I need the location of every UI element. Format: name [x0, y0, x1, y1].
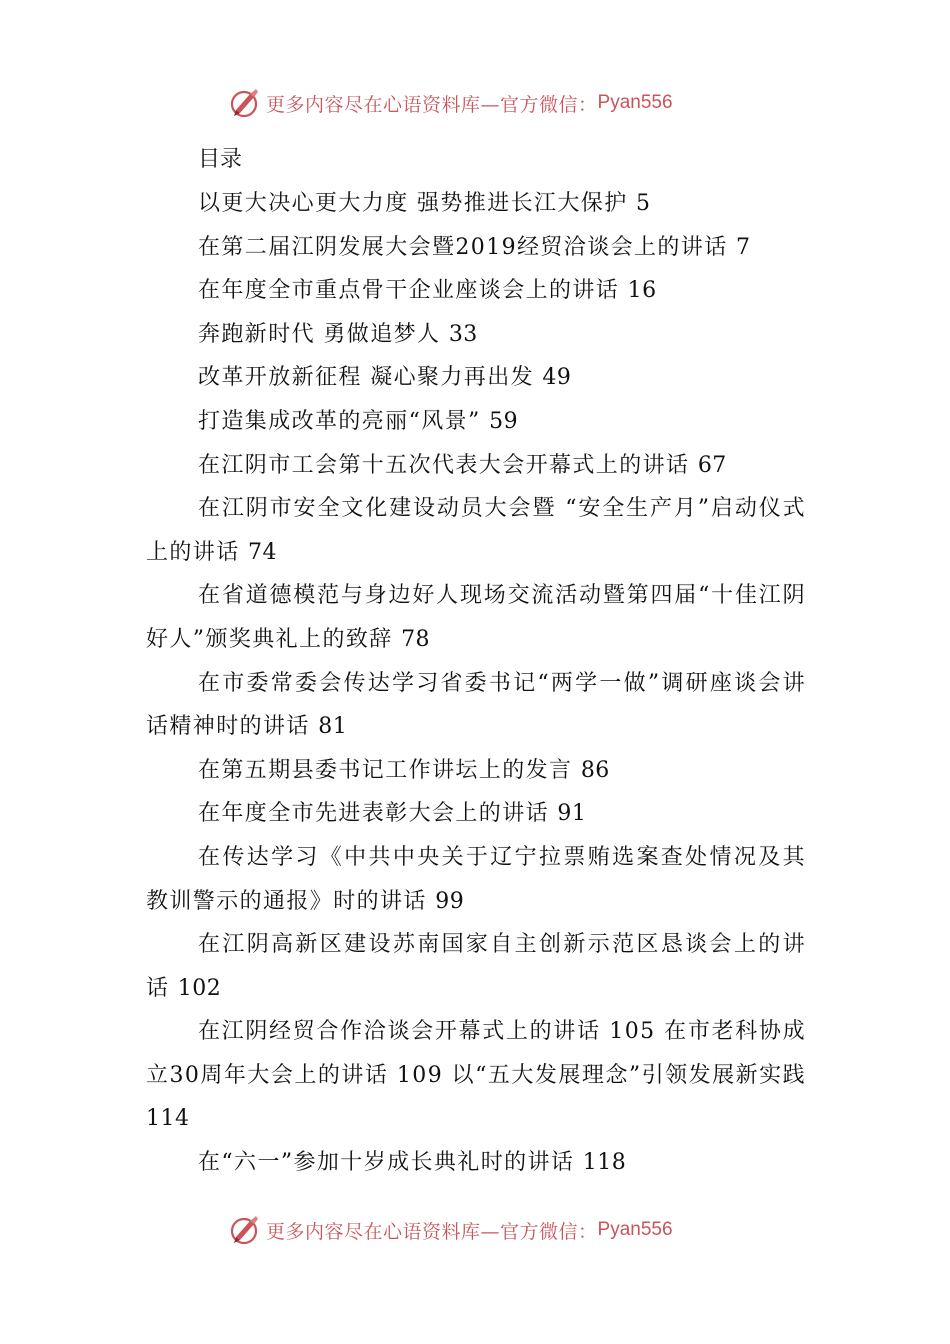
header-brand-account: Pyan556	[597, 92, 673, 113]
toc-entry	[146, 226, 806, 270]
toc-entry-page: 114	[146, 1106, 190, 1132]
pen-logo-icon	[228, 1213, 262, 1247]
toc-entry-title: 在省道德模范与身边好人现场交流活动暨第四届“十佳江阴好人”颁奖典礼上的致辞	[146, 583, 806, 652]
header-brand-text: 更多内容尽在心语资料库—官方微信：	[266, 93, 598, 116]
toc-entry	[146, 356, 806, 400]
toc-entry-page: 118	[582, 1150, 627, 1176]
toc-entry	[146, 1010, 806, 1141]
toc-entry-page: 5	[636, 191, 651, 216]
toc-entry-title: 在传达学习《中共中央关于辽宁拉票贿选案查处情况及其教训警示的通报》时的讲话	[146, 844, 806, 914]
toc-entry-title: 在市委常委会传达学习省委书记“两学一做”调研座谈会讲话精神时的讲话	[146, 670, 806, 740]
footer-brand-account: Pyan556	[597, 1219, 673, 1240]
toc-entry	[146, 487, 806, 574]
header-watermark	[228, 83, 673, 123]
toc-entry-title: 奔跑新时代 勇做追梦人	[198, 321, 441, 347]
toc-entry-title: 在年度全市重点骨干企业座谈会上的讲话	[198, 278, 628, 304]
pen-logo-icon	[228, 86, 262, 120]
toc-entry-title: 在江阴经贸合作洽谈会开幕式上的讲话 105 在市老科协成立30周年大会上的讲话 109 以“五大发展理念”引领发展新实践	[146, 1019, 806, 1088]
toc-entry	[146, 923, 806, 1010]
toc-entry-page: 49	[542, 365, 572, 391]
toc-entry-page: 67	[697, 452, 727, 478]
toc-entry-page: 16	[627, 278, 657, 304]
toc-entry-title: 在江阴市工会第十五次代表大会开幕式上的讲话	[198, 452, 690, 478]
toc-entry-title: 在第五期县委书记工作讲坛上的发言	[198, 757, 573, 783]
toc-entry	[146, 574, 806, 661]
toc-entry-page: 86	[580, 757, 610, 783]
toc-entry-title: 在“六一”参加十岁成长典礼时的讲话	[198, 1150, 583, 1176]
toc-entries	[146, 182, 806, 1185]
toc-title: 目录	[198, 147, 243, 172]
toc-entry-page: 7	[736, 234, 751, 260]
toc-entry	[146, 836, 806, 923]
footer-brand-text: 更多内容尽在心语资料库—官方微信：	[266, 1220, 598, 1243]
footer-watermark	[228, 1210, 673, 1250]
toc-entry-page: 33	[448, 321, 478, 347]
toc-entry	[146, 269, 806, 313]
toc-entry-page: 91	[557, 801, 587, 827]
toc-entry-title: 在年度全市先进表彰大会上的讲话	[198, 801, 550, 827]
toc-entry-title: 在江阴高新区建设苏南国家自主创新示范区恳谈会上的讲话	[146, 932, 806, 1001]
toc-entry	[146, 313, 806, 357]
toc-entry	[146, 749, 806, 793]
toc-entry-page: 59	[489, 408, 519, 434]
toc-entry-page: 78	[401, 626, 431, 652]
toc-entry	[146, 1141, 806, 1185]
toc-entry-page: 102	[177, 975, 222, 1001]
toc-entry-page: 99	[435, 888, 465, 914]
toc-entry-title: 以更大决心更大力度 强势推进长江大保护	[198, 191, 628, 216]
toc-entry	[146, 182, 806, 226]
toc-entry-page: 74	[248, 539, 278, 565]
toc-entry	[146, 662, 806, 749]
toc-entry	[146, 444, 806, 488]
toc-entry	[146, 792, 806, 836]
toc-entry-page: 81	[318, 714, 348, 740]
toc-entry-title: 在第二届江阴发展大会暨2019经贸洽谈会上的讲话	[198, 234, 728, 260]
toc-entry-title: 改革开放新征程 凝心聚力再出发	[198, 365, 534, 391]
toc-entry-title: 打造集成改革的亮丽“风景”	[198, 408, 490, 434]
toc-entry	[146, 400, 806, 444]
toc-entry-title: 在江阴市安全文化建设动员大会暨 “安全生产月”启动仪式上的讲话	[146, 496, 806, 565]
